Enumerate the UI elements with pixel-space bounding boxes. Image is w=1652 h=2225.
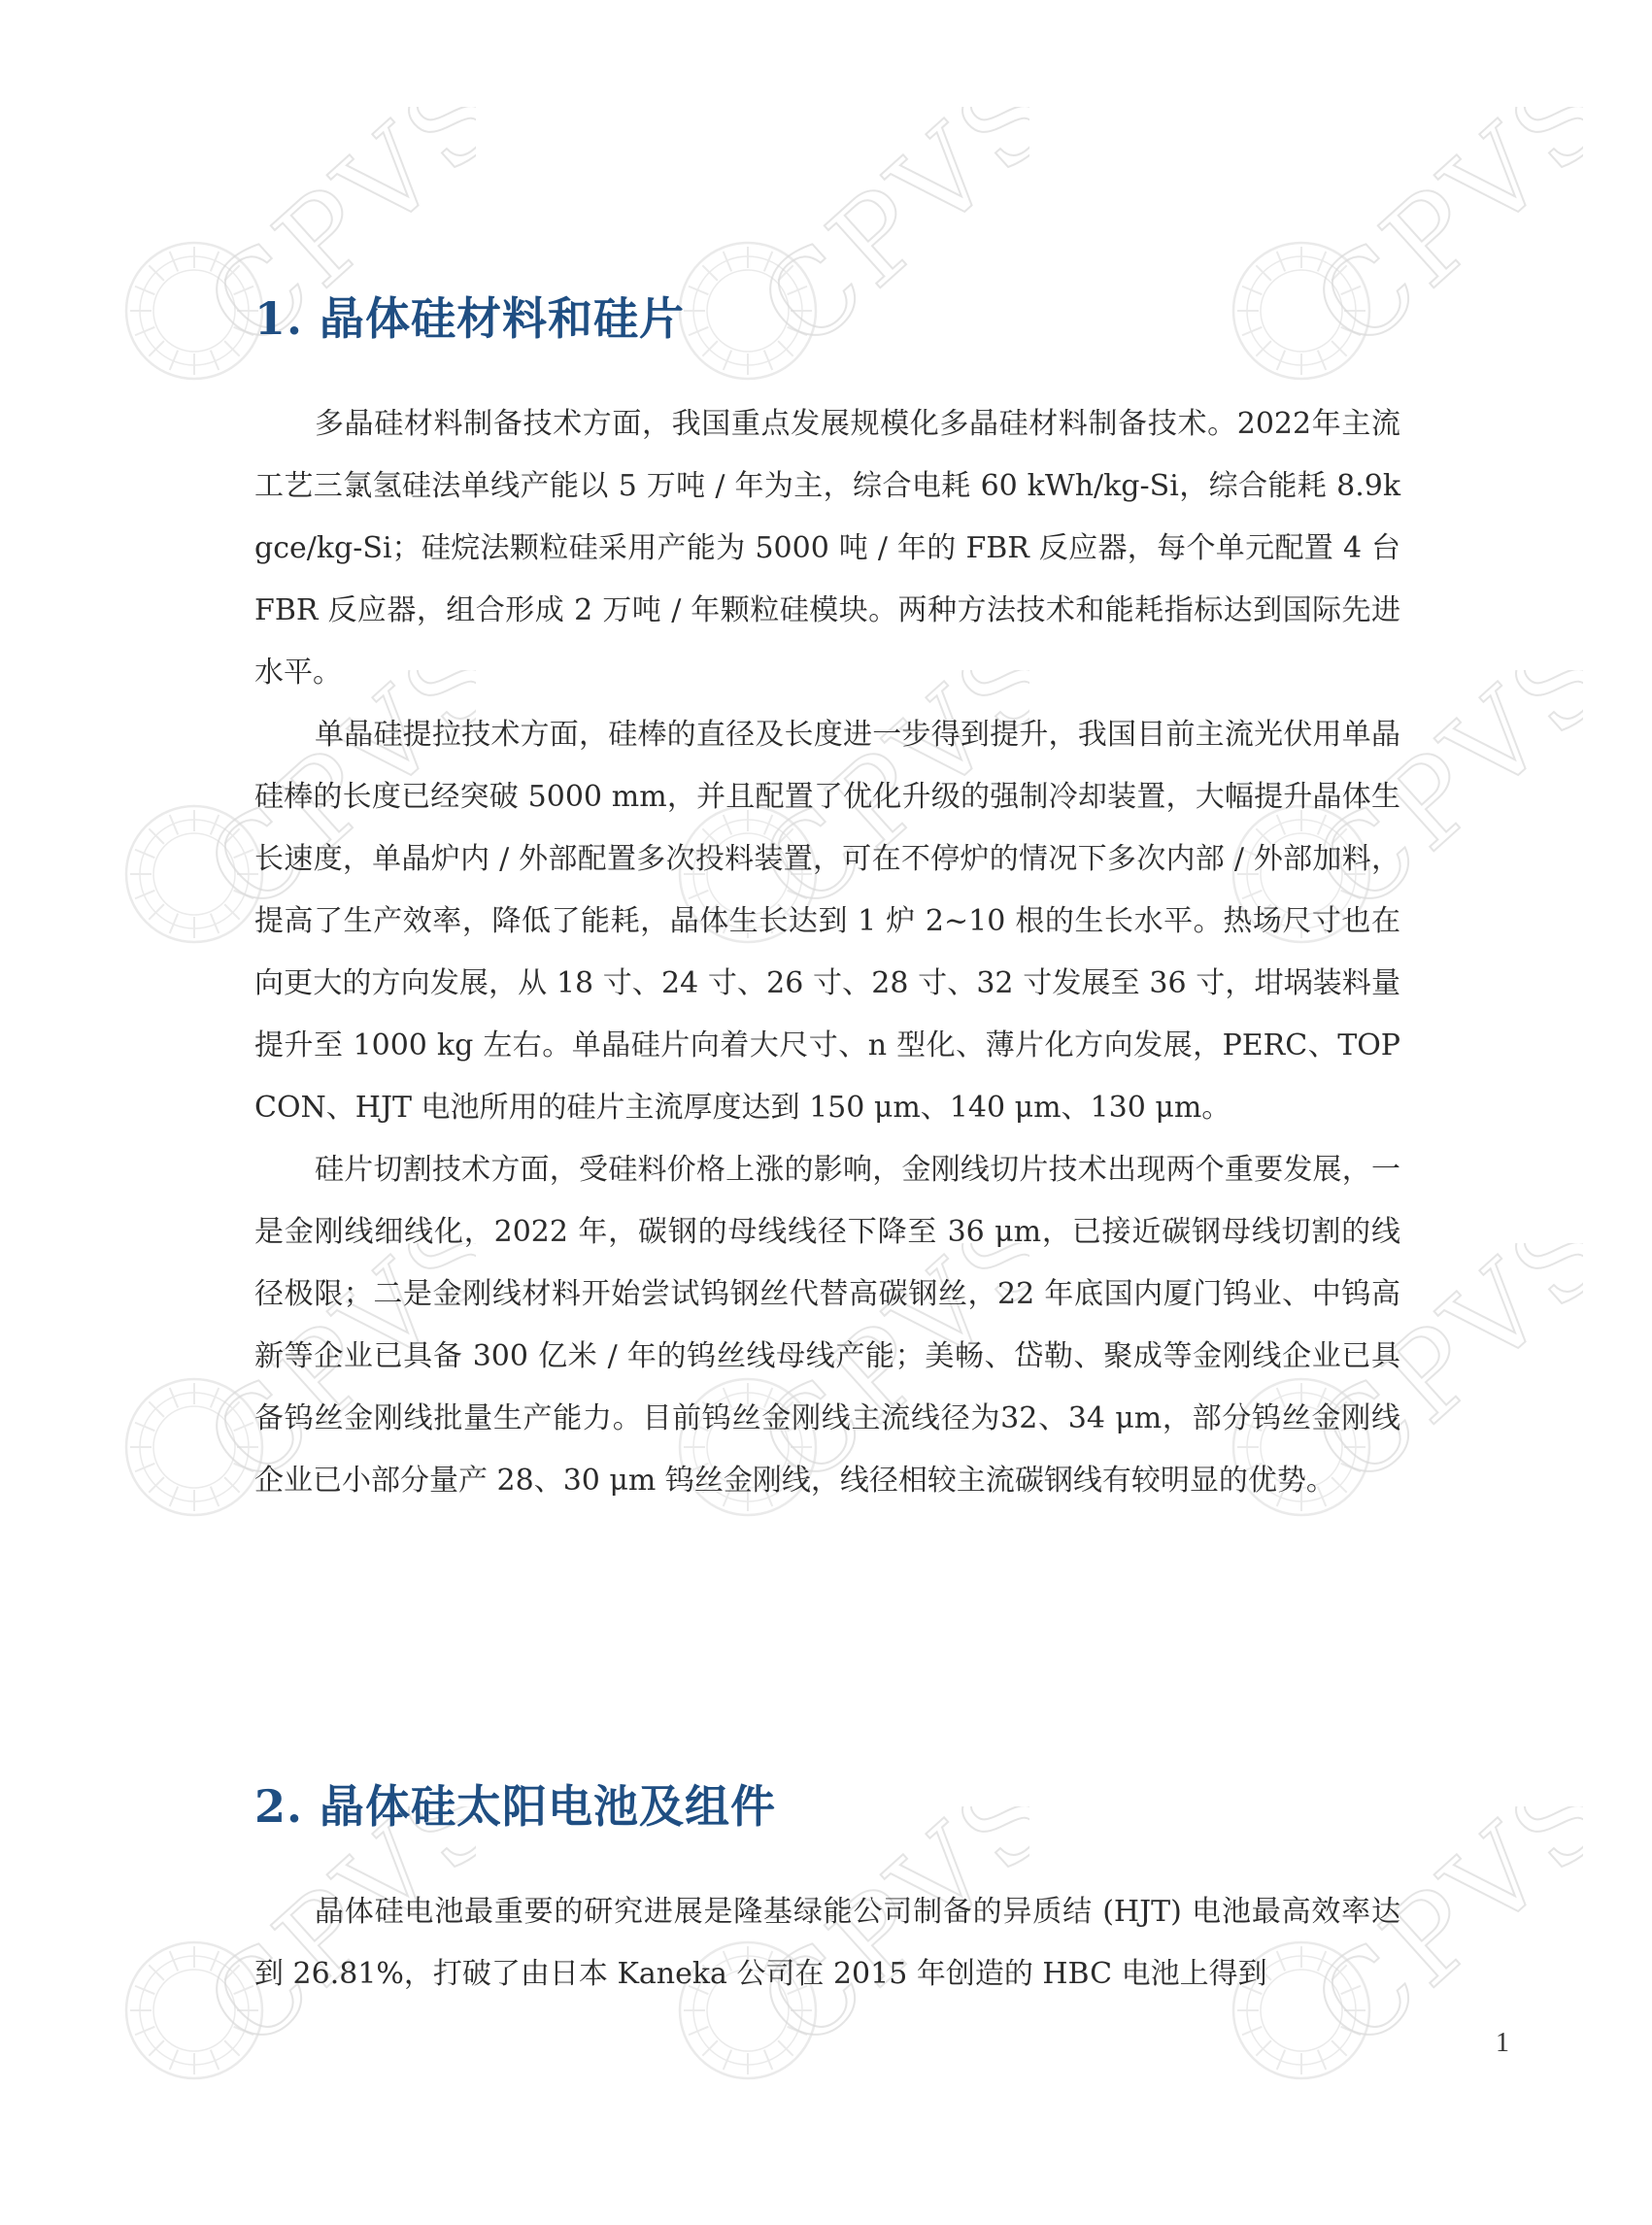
cpvs-watermark	[660, 107, 1029, 398]
page-number: 1	[1496, 2028, 1509, 2058]
svg-text:CPVS: CPVS	[734, 670, 1029, 938]
paragraph-hjt-cell: 晶体硅电池最重要的研究进展是隆基绿能公司制备的异质结 (HJT) 电池最高效率达到 26.81%，打破了由日本 Kaneka 公司在 2015 年创造的 HBC 电池上得到	[254, 1895, 1400, 1991]
svg-text:CPVS: CPVS	[734, 1243, 1029, 1511]
section-heading-1: 1. 晶体硅材料和硅片	[254, 292, 686, 345]
svg-text:CPVS: CPVS	[734, 107, 1029, 375]
svg-text:CPVS: CPVS	[181, 670, 476, 938]
cpvs-watermark	[107, 107, 476, 398]
svg-text:CPVS: CPVS	[181, 1243, 476, 1511]
section-body-2	[254, 1881, 1400, 2006]
paragraph-polysilicon: 多晶硅材料制备技术方面，我国重点发展规模化多晶硅材料制备技术。2022年主流工艺三氯氢硅法单线产能以 5 万吨 / 年为主，综合电耗 60 kWh/kg-Si，综合能耗 8.9kgce/kg-Si；硅烷法颗粒硅采用产能为 5000 吨 / 年的 FBR 反应器，每个单元配置 4 台 FBR 反应器，组合形成 2 万吨 / 年颗粒硅模块。两种方法技术和能耗指标达到国际先进水平。	[254, 407, 1400, 690]
svg-text:CPVS: CPVS	[181, 1806, 476, 2074]
svg-text:CPVS: CPVS	[1288, 107, 1583, 375]
svg-text:CPVS: CPVS	[1288, 1243, 1583, 1511]
svg-text:CPVS: CPVS	[1288, 1806, 1583, 2074]
section-heading-2: 2. 晶体硅太阳电池及组件	[254, 1780, 777, 1833]
section-body-1	[254, 393, 1400, 1512]
cpvs-watermark	[1214, 107, 1583, 398]
paragraph-wafer-cutting: 硅片切割技术方面，受硅料价格上涨的影响，金刚线切片技术出现两个重要发展，一是金刚线细线化，2022 年，碳钢的母线线径下降至 36 μm，已接近碳钢母线切割的线径极限；二是金刚线材料开始尝试钨钢丝代替高碳钢丝，22 年底国内厦门钨业、中钨高新等企业已具备 300 亿米 / 年的钨丝线母线产能；美畅、岱勒、聚成等金刚线企业已具备钨丝金刚线批量生产能力。目前钨丝金刚线主流线径为32、34 μm，部分钨丝金刚线企业已小部分量产 28、30 μm 钨丝金刚线，线径相较主流碳钢线有较明显的优势。	[254, 1153, 1400, 1498]
paragraph-monocrystal-pulling: 单晶硅提拉技术方面，硅棒的直径及长度进一步得到提升，我国目前主流光伏用单晶硅棒的长度已经突破 5000 mm，并且配置了优化升级的强制冷却装置，大幅提升晶体生长速度，单晶炉内 / 外部配置多次投料装置，可在不停炉的情况下多次内部 / 外部加料，提高了生产效率，降低了能耗，晶体生长达到 1 炉 2~10 根的生长水平。热场尺寸也在向更大的方向发展，从 18 寸、24 寸、26 寸、28 寸、32 寸发展至 36 寸，坩埚装料量提升至 1000 kg 左右。单晶硅片向着大尺寸、n 型化、薄片化方向发展，PERC、TOPCON、HJT 电池所用的硅片主流厚度达到 150 μm、140 μm、130 μm。	[254, 718, 1400, 1125]
svg-text:CPVS: CPVS	[1288, 670, 1583, 938]
svg-text:CPVS: CPVS	[734, 1806, 1029, 2074]
svg-text:CPVS: CPVS	[181, 107, 476, 375]
